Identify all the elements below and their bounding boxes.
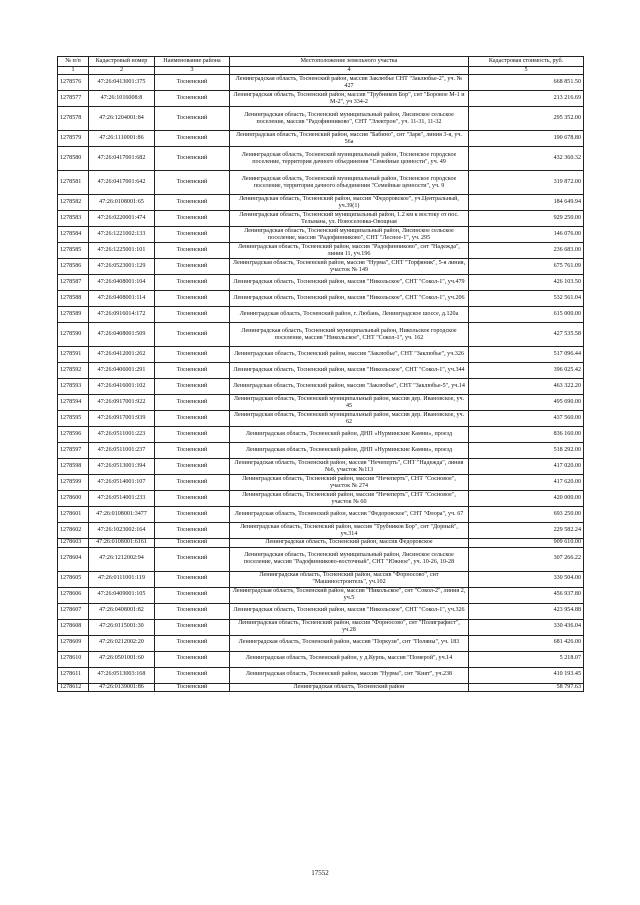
cadastral-value: 517 096.44 bbox=[469, 347, 584, 363]
cadastral-value: 417 020.00 bbox=[469, 459, 584, 475]
district-name: Тосненский bbox=[155, 587, 230, 603]
cadastral-value: 693 250.00 bbox=[469, 507, 584, 523]
cadastral-value: 396 025.42 bbox=[469, 363, 584, 379]
row-number: 1278603 bbox=[58, 539, 89, 547]
location-address: Ленинградская область, Тосненский район, массив "Нурма", снт "Кият", уч.238 bbox=[230, 667, 469, 683]
row-number: 1278579 bbox=[58, 131, 89, 147]
cadastral-number: 47:26:1225001:101 bbox=[89, 243, 155, 259]
location-address: Ленинградская область, Тосненский район, массив "Форносово", снт "Машиностроитель", уч.102 bbox=[230, 571, 469, 587]
cadastral-number: 47:26:0916014:172 bbox=[89, 307, 155, 323]
district-name: Тосненский bbox=[155, 227, 230, 243]
row-number: 1278577 bbox=[58, 91, 89, 107]
location-address: Ленинградская область, Тосненский район, массив "Поркузи", снт "Поляны", уч. 183 bbox=[230, 635, 469, 651]
cadastral-number: 47:26:0408001:114 bbox=[89, 291, 155, 307]
table-row bbox=[58, 211, 584, 227]
location-address: Ленинградская область, Тосненский район, массив "Никольское", СНТ "Сокол-1", уч.344 bbox=[230, 363, 469, 379]
cadastral-number: 47:26:1221002:133 bbox=[89, 227, 155, 243]
cadastral-number: 47:26:0514001:107 bbox=[89, 475, 155, 491]
cadastral-value: 410 193.45 bbox=[469, 667, 584, 683]
district-name: Тосненский bbox=[155, 91, 230, 107]
cadastral-value: 295 352.00 bbox=[469, 107, 584, 131]
table-row bbox=[58, 571, 584, 587]
table-row bbox=[58, 243, 584, 259]
cadastral-value: 495 690.00 bbox=[469, 395, 584, 411]
table-row bbox=[58, 107, 584, 131]
cadastral-value: 532 561.04 bbox=[469, 291, 584, 307]
page-number: 17552 bbox=[311, 869, 329, 877]
row-number: 1278589 bbox=[58, 307, 89, 323]
row-number: 1278585 bbox=[58, 243, 89, 259]
cadastral-number: 47:26:0917001:939 bbox=[89, 411, 155, 427]
cadastral-number: 47:26:0511001:237 bbox=[89, 443, 155, 459]
table-row bbox=[58, 171, 584, 195]
district-name: Тосненский bbox=[155, 571, 230, 587]
district-name: Тосненский bbox=[155, 379, 230, 395]
table-row bbox=[58, 131, 584, 147]
row-number: 1278576 bbox=[58, 75, 89, 91]
table-row bbox=[58, 307, 584, 323]
location-address: Ленинградская область, Тосненский район, массив "Радофинниково", снт "Надежда", линия 11, уч.196 bbox=[230, 243, 469, 259]
cadastral-value: 330 504.00 bbox=[469, 571, 584, 587]
cadastral-value: 190 678.80 bbox=[469, 131, 584, 147]
cadastral-value: 615 000.00 bbox=[469, 307, 584, 323]
row-number: 1278582 bbox=[58, 195, 89, 211]
row-number: 1278594 bbox=[58, 395, 89, 411]
cadastral-number: 47:26:0523001:129 bbox=[89, 259, 155, 275]
district-name: Тосненский bbox=[155, 259, 230, 275]
district-name: Тосненский bbox=[155, 523, 230, 539]
table-row bbox=[58, 395, 584, 411]
column-number: 4 bbox=[230, 67, 469, 75]
row-number: 1278596 bbox=[58, 427, 89, 443]
row-number: 1278592 bbox=[58, 363, 89, 379]
location-address: Ленинградская область, Тосненский район, у д.Курпь, массив "Померой", уч.14 bbox=[230, 651, 469, 667]
table-row bbox=[58, 683, 584, 691]
cadastral-number: 47:26:0412001:262 bbox=[89, 347, 155, 363]
cadastral-value: 420 000.00 bbox=[469, 491, 584, 507]
cadastral-value: 417 620.00 bbox=[469, 475, 584, 491]
location-address: Ленинградская область, Тосненский район, массив "Нечеперть", СНТ "Сосновое", участок № 60 bbox=[230, 491, 469, 507]
row-number: 1278598 bbox=[58, 459, 89, 475]
cadastral-number: 47:26:1023002:164 bbox=[89, 523, 155, 539]
location-address: Ленинградская область, Тосненский район, массив "Никольское", снт "Сокол-2", линия 2, уч.5 bbox=[230, 587, 469, 603]
district-name: Тосненский bbox=[155, 491, 230, 507]
district-name: Тосненский bbox=[155, 323, 230, 347]
cadastral-number: 47:26:0220001:474 bbox=[89, 211, 155, 227]
location-address: Ленинградская область, Тосненский район, массив Заклюбье СНТ "Заклюбье-2", уч. № 427 bbox=[230, 75, 469, 91]
table-row bbox=[58, 475, 584, 491]
table-row bbox=[58, 91, 584, 107]
location-address: Ленинградская область, Тосненский район, массив Федоровское bbox=[230, 539, 469, 547]
district-name: Тосненский bbox=[155, 683, 230, 691]
district-name: Тосненский bbox=[155, 539, 230, 547]
cadastral-value: 236 683.00 bbox=[469, 243, 584, 259]
district-name: Тосненский bbox=[155, 347, 230, 363]
cadastral-number: 47:26:0417001:682 bbox=[89, 147, 155, 171]
district-name: Тосненский bbox=[155, 411, 230, 427]
cadastral-value: 675 761.09 bbox=[469, 259, 584, 275]
district-name: Тосненский bbox=[155, 243, 230, 259]
cadastral-value: 668 851.50 bbox=[469, 75, 584, 91]
row-number: 1278599 bbox=[58, 475, 89, 491]
table-row bbox=[58, 507, 584, 523]
cadastral-number: 47:26:0408001:82 bbox=[89, 603, 155, 619]
cadastral-value: 213 216.69 bbox=[469, 91, 584, 107]
location-address: Ленинградская область, Тосненский район bbox=[230, 683, 469, 691]
location-address: Ленинградская область, Тосненский муниципальный район, Лисинское сельское поселение, массив "Радофинниково", СНТ "Лесное-1", уч. 295 bbox=[230, 227, 469, 243]
table-row bbox=[58, 443, 584, 459]
cadastral-number: 47:26:0212002:20 bbox=[89, 635, 155, 651]
location-address: Ленинградская область, Тосненский муниципальный район, Лисинское сельское поселение, массив "Радофинниково-восточный", СНТ "Южное", уч. 10-26, 10-28 bbox=[230, 547, 469, 571]
table-row bbox=[58, 539, 584, 547]
location-address: Ленинградская область, Тосненский район, массив "Федоровское", СНТ "Флора", уч. 67 bbox=[230, 507, 469, 523]
cadastral-number: 47:26:0514001:233 bbox=[89, 491, 155, 507]
table-row bbox=[58, 667, 584, 683]
cadastral-number: 47:26:0413001:375 bbox=[89, 75, 155, 91]
table-row bbox=[58, 523, 584, 539]
cadastral-value: 681 426.00 bbox=[469, 635, 584, 651]
cadastral-value: 836 160.00 bbox=[469, 427, 584, 443]
row-number: 1278607 bbox=[58, 603, 89, 619]
cadastral-number: 47:26:0513003:168 bbox=[89, 667, 155, 683]
cadastral-number: 47:26:0917001:922 bbox=[89, 395, 155, 411]
location-address: Ленинградская область, Тосненский район, г. Любань, Ленинградское шоссе, д.120а bbox=[230, 307, 469, 323]
row-number: 1278609 bbox=[58, 635, 89, 651]
row-number: 1278584 bbox=[58, 227, 89, 243]
column-number: 3 bbox=[155, 67, 230, 75]
cadastral-number: 47:26:1016008:8 bbox=[89, 91, 155, 107]
table-row bbox=[58, 379, 584, 395]
table-row bbox=[58, 459, 584, 475]
location-address: Ленинградская область, Тосненский муниципальный район, Лисинское сельское поселение, массив "Радофинниково", СНТ "Электрон", уч. 11-31, 11-32 bbox=[230, 107, 469, 131]
table-row bbox=[58, 603, 584, 619]
table-row bbox=[58, 147, 584, 171]
cadastral-value: 432 360.32 bbox=[469, 147, 584, 171]
location-address: Ленинградская область, Тосненский муниципальный район, Тосненское городское поселение, территория дачного объединения "Семейные ценности", уч. 9 bbox=[230, 171, 469, 195]
table-row bbox=[58, 619, 584, 635]
row-number: 1278602 bbox=[58, 523, 89, 539]
row-number: 1278595 bbox=[58, 411, 89, 427]
cadastral-number: 47:26:0111001:119 bbox=[89, 571, 155, 587]
cadastral-number: 47:26:0417001:642 bbox=[89, 171, 155, 195]
row-number: 1278591 bbox=[58, 347, 89, 363]
location-address: Ленинградская область, Тосненский район, массив "Форносово", снт "Полиграфист", уч.28 bbox=[230, 619, 469, 635]
table-row bbox=[58, 347, 584, 363]
location-address: Ленинградская область, Тосненский район, массив "Никольское", СНТ "Сокол-1", уч.326 bbox=[230, 603, 469, 619]
cadastral-value: 423 954.88 bbox=[469, 603, 584, 619]
cadastral-value: 184 649.94 bbox=[469, 195, 584, 211]
header-cadastral-value: Кадастровая стоимость, руб. bbox=[469, 57, 584, 67]
district-name: Тосненский bbox=[155, 667, 230, 683]
cadastral-value: 426 103.50 bbox=[469, 275, 584, 291]
location-address: Ленинградская область, Тосненский район, массив "Трубников Бор", снт "Дорный", уч.314 bbox=[230, 523, 469, 539]
table-row bbox=[58, 363, 584, 379]
location-address: Ленинградская область, Тосненский район, ДНП «Нурминские Камни», проезд bbox=[230, 443, 469, 459]
table-row bbox=[58, 291, 584, 307]
cadastral-value: 518 292.00 bbox=[469, 443, 584, 459]
row-number: 1278608 bbox=[58, 619, 89, 635]
cadastral-number: 47:26:1212002:94 bbox=[89, 547, 155, 571]
table-row bbox=[58, 547, 584, 571]
header-number: № п/п bbox=[58, 57, 89, 67]
district-name: Тосненский bbox=[155, 131, 230, 147]
cadastral-value-table bbox=[57, 56, 584, 692]
row-number: 1278586 bbox=[58, 259, 89, 275]
cadastral-value: 929 250.00 bbox=[469, 211, 584, 227]
cadastral-value: 58 797.63 bbox=[469, 683, 584, 691]
table-row bbox=[58, 275, 584, 291]
district-name: Тосненский bbox=[155, 291, 230, 307]
cadastral-value: 319 872.00 bbox=[469, 171, 584, 195]
district-name: Тосненский bbox=[155, 651, 230, 667]
cadastral-number: 47:26:0511001:223 bbox=[89, 427, 155, 443]
column-number: 2 bbox=[89, 67, 155, 75]
district-name: Тосненский bbox=[155, 211, 230, 227]
location-address: Ленинградская область, Тосненский район, массив "Нурма", СНТ "Торфяник", 5-я линия, участок № 149 bbox=[230, 259, 469, 275]
district-name: Тосненский bbox=[155, 459, 230, 475]
cadastral-value: 229 582.24 bbox=[469, 523, 584, 539]
district-name: Тосненский bbox=[155, 307, 230, 323]
row-number: 1278578 bbox=[58, 107, 89, 131]
table-row bbox=[58, 427, 584, 443]
location-address: Ленинградская область, Тосненский район, массив "Никольское", СНТ "Сокол-1", уч.479 bbox=[230, 275, 469, 291]
row-number: 1278593 bbox=[58, 379, 89, 395]
location-address: Ленинградская область, Тосненский район, массив "Нечеперть", СНТ "Сосновое", участок № 274 bbox=[230, 475, 469, 491]
district-name: Тосненский bbox=[155, 635, 230, 651]
location-address: Ленинградская область, Тосненский муниципальный район, Никольское городское поселение, массив "Никольское", СНТ "Сокол-1", уч. 162 bbox=[230, 323, 469, 347]
cadastral-value: 330 436.04 bbox=[469, 619, 584, 635]
district-name: Тосненский bbox=[155, 195, 230, 211]
location-address: Ленинградская область, Тосненский район, массив "Нечеперть", СНТ "Надежда", линия №6, участок №113 bbox=[230, 459, 469, 475]
district-name: Тосненский bbox=[155, 363, 230, 379]
cadastral-value: 456 937.80 bbox=[469, 587, 584, 603]
district-name: Тосненский bbox=[155, 171, 230, 195]
cadastral-number: 47:26:0108001:65 bbox=[89, 195, 155, 211]
table-body bbox=[58, 75, 584, 692]
table-row bbox=[58, 227, 584, 243]
row-number: 1278604 bbox=[58, 547, 89, 571]
cadastral-value: 307 266.22 bbox=[469, 547, 584, 571]
table-row bbox=[58, 259, 584, 275]
location-address: Ленинградская область, Тосненский район, массив "Бабино", снт "Заря", линия 3-я, уч. 56а bbox=[230, 131, 469, 147]
header-cadastral-number: Кадастровый номер bbox=[89, 57, 155, 67]
row-number: 1278583 bbox=[58, 211, 89, 227]
table-row bbox=[58, 195, 584, 211]
cadastral-number: 47:26:0513001:394 bbox=[89, 459, 155, 475]
cadastral-number: 47:26:0108001:6161 bbox=[89, 539, 155, 547]
row-number: 1278588 bbox=[58, 291, 89, 307]
cadastral-value: 909 610.00 bbox=[469, 539, 584, 547]
district-name: Тосненский bbox=[155, 619, 230, 635]
cadastral-value: 437 560.00 bbox=[469, 411, 584, 427]
row-number: 1278600 bbox=[58, 491, 89, 507]
district-name: Тосненский bbox=[155, 507, 230, 523]
cadastral-number: 47:26:1110001:86 bbox=[89, 131, 155, 147]
district-name: Тосненский bbox=[155, 147, 230, 171]
location-address: Ленинградская область, Тосненский район, массив "Никольское", СНТ "Сокол-1", уч.206 bbox=[230, 291, 469, 307]
location-address: Ленинградская область, Тосненский район, массив "Заклюбье", СНТ "Заклюбье-5", уч.14 bbox=[230, 379, 469, 395]
cadastral-number: 47:26:0501001:60 bbox=[89, 651, 155, 667]
column-numbers-row bbox=[58, 67, 584, 75]
cadastral-number: 47:26:0408001:509 bbox=[89, 323, 155, 347]
cadastral-value: 463 322.20 bbox=[469, 379, 584, 395]
row-number: 1278580 bbox=[58, 147, 89, 171]
row-number: 1278610 bbox=[58, 651, 89, 667]
column-number: 1 bbox=[58, 67, 89, 75]
location-address: Ленинградская область, Тосненский муниципальный район, массив дер. Ивановское, уч. 45 bbox=[230, 395, 469, 411]
table-row bbox=[58, 587, 584, 603]
cadastral-value: 5 218.07 bbox=[469, 651, 584, 667]
row-number: 1278606 bbox=[58, 587, 89, 603]
cadastral-number: 47:26:0139001:86 bbox=[89, 683, 155, 691]
cadastral-number: 47:26:0108001:3477 bbox=[89, 507, 155, 523]
table-row bbox=[58, 491, 584, 507]
table-row bbox=[58, 75, 584, 91]
location-address: Ленинградская область, Тосненский район, массив "Трубников Бор", снт "Боровое М-1 и М-2", уч 334-2 bbox=[230, 91, 469, 107]
row-number: 1278587 bbox=[58, 275, 89, 291]
header-district-name: Наименование района bbox=[155, 57, 230, 67]
district-name: Тосненский bbox=[155, 427, 230, 443]
row-number: 1278581 bbox=[58, 171, 89, 195]
header-location: Местоположение земельного участка bbox=[230, 57, 469, 67]
table-row bbox=[58, 411, 584, 427]
cadastral-number: 47:26:0406001:291 bbox=[89, 363, 155, 379]
row-number: 1278601 bbox=[58, 507, 89, 523]
district-name: Тосненский bbox=[155, 275, 230, 291]
column-number: 5 bbox=[469, 67, 584, 75]
district-name: Тосненский bbox=[155, 395, 230, 411]
location-address: Ленинградская область, Тосненский район, ДНП «Нурминские Камни», проезд bbox=[230, 427, 469, 443]
district-name: Тосненский bbox=[155, 107, 230, 131]
cadastral-number: 47:26:0408001:104 bbox=[89, 275, 155, 291]
location-address: Ленинградская область, Тосненский муниципальный район, 1.2 км к востоку от пос. Тельмана, ул. Новоселовка-Овощная bbox=[230, 211, 469, 227]
district-name: Тосненский bbox=[155, 475, 230, 491]
location-address: Ленинградская область, Тосненский муниципальный район, Тосненское городское поселение, территория дачного объединения "Семейные ценности", уч. 49 bbox=[230, 147, 469, 171]
row-number: 1278612 bbox=[58, 683, 89, 691]
district-name: Тосненский bbox=[155, 443, 230, 459]
location-address: Ленинградская область, Тосненский муниципальный район, массив дер. Ивановское, уч. 62 bbox=[230, 411, 469, 427]
cadastral-number: 47:26:0409001:105 bbox=[89, 587, 155, 603]
location-address: Ленинградская область, Тосненский район, массив "Федоровское", уч.Центральный, уч.39(1) bbox=[230, 195, 469, 211]
row-number: 1278611 bbox=[58, 667, 89, 683]
table-row bbox=[58, 651, 584, 667]
row-number: 1278597 bbox=[58, 443, 89, 459]
cadastral-number: 47:26:0416001:102 bbox=[89, 379, 155, 395]
district-name: Тосненский bbox=[155, 547, 230, 571]
row-number: 1278605 bbox=[58, 571, 89, 587]
cadastral-number: 47:26:0115001:30 bbox=[89, 619, 155, 635]
cadastral-value: 146 076.00 bbox=[469, 227, 584, 243]
table-row bbox=[58, 323, 584, 347]
cadastral-value: 427 535.58 bbox=[469, 323, 584, 347]
table-row bbox=[58, 635, 584, 651]
cadastral-number: 47:26:1204001:84 bbox=[89, 107, 155, 131]
header-row bbox=[58, 57, 584, 67]
location-address: Ленинградская область, Тосненский район, массив "Заклюбье", СНТ "Заклюбье", уч.326 bbox=[230, 347, 469, 363]
district-name: Тосненский bbox=[155, 75, 230, 91]
district-name: Тосненский bbox=[155, 603, 230, 619]
row-number: 1278590 bbox=[58, 323, 89, 347]
